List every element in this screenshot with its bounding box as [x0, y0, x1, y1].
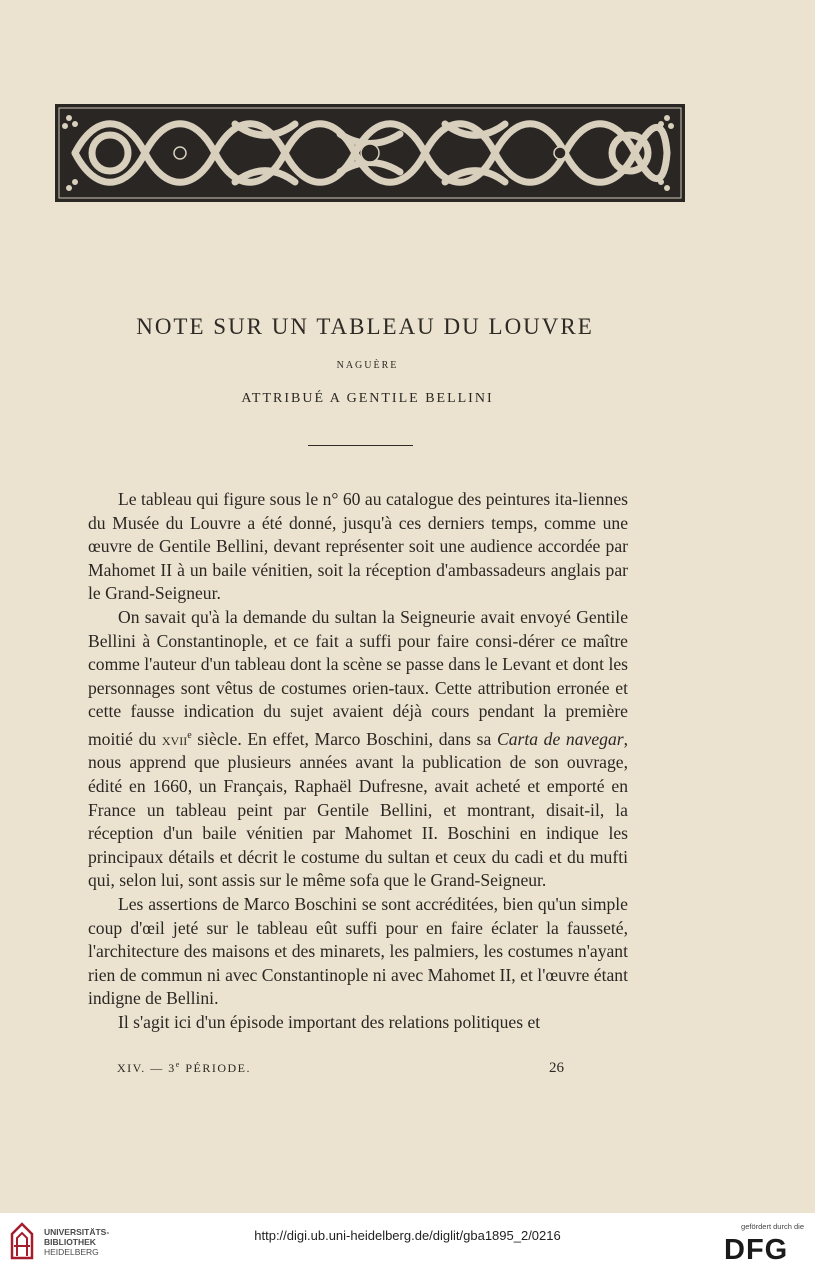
article-title: NOTE SUR UN TABLEAU DU LOUVRE: [136, 314, 594, 339]
signature-rest: PÉRIODE.: [180, 1061, 252, 1075]
library-line: BIBLIOTHEK: [44, 1237, 96, 1247]
paragraph-text: Il s'agit ici d'un épisode important des relations politiques et: [118, 1011, 541, 1032]
paragraph-text: , nous apprend que plusieurs années avant la publication de son ouvrage, édité en 1660, un Français, Raphaël Dufresne, avait acheté et emporté en France un tableau peint par Gentile Bellini, et montrant, disait-il, la réception d'un baile vénitien par Mahomet II. Boschini en indique les principaux détails et décrit le costume du sultan et ceux du cadi et du mufti qui, selon lui, sont assis sur le même sofa que le Grand-Seigneur.: [88, 728, 628, 891]
century-superscript: e: [187, 729, 192, 741]
page-number: 26: [549, 1060, 564, 1076]
book-title: Carta de navegar: [496, 728, 624, 749]
library-line: HEIDELBERG: [44, 1247, 99, 1257]
paragraph-text: Les assertions de Marco Boschini se sont accréditées, bien qu'un simple coup d'œil jeté sur le tableau eût suffi pour en faire éclater la fausseté, l'architecture des maisons et des minarets, les palmiers, les costumes n'ayant rien de commun ni avec Constantinople ni avec Mahomet II, et l'œuvre étant indigne de Bellini.: [88, 893, 628, 1009]
subtitle-small: NAGUÈRE: [336, 360, 399, 371]
signature-mark: [117, 1060, 251, 1076]
dfg-logo[interactable]: DFG: [724, 1234, 789, 1266]
paragraph-1: [88, 488, 628, 606]
permalink-url[interactable]: http://digi.ub.uni-heidelberg.de/diglit/gba1895_2/0216: [254, 1228, 561, 1243]
paragraph-text: Le tableau qui figure sous le n° 60 au catalogue des peintures ita-liennes du Musée du Louvre a été donné, jusqu'à ces derniers temps, comme une œuvre de Gentile Bellini, devant représenter soit une audience accordée par Mahomet II à un baile vénitien, soit la réception d'ambassadeurs anglais par le Grand-Seigneur.: [88, 489, 628, 604]
funding-caption: gefördert durch die: [741, 1222, 804, 1231]
century-numeral: xvii: [161, 728, 188, 749]
signature-superscript: e: [175, 1060, 181, 1069]
library-line: UNIVERSITÄTS-: [44, 1227, 110, 1237]
paragraph-text: siècle. En effet, Marco Boschini, dans sa: [191, 728, 497, 749]
signature-text: XIV. — 3: [117, 1061, 176, 1075]
decorative-knotwork-banner: [55, 104, 685, 202]
subtitle: ATTRIBUÉ A GENTILE BELLINI: [241, 391, 494, 406]
title-rule: [308, 445, 413, 446]
article-body: [88, 488, 628, 1035]
paragraph-2: [88, 606, 628, 893]
paragraph-text: On savait qu'à la demande du sultan la Seigneurie avait envoyé Gentile Bellini à Constantinople, et ce fait a suffi pour faire consi-dérer ce maître comme l'auteur d'un tableau dont la scène se passe dans le Levant et dont les personnages sont vêtus de costumes orien-taux. Cette attribution erronée et cette fausse indication du sujet avaient déjà cours pendant la première moitié du: [88, 606, 628, 749]
paragraph-4: [88, 1011, 628, 1035]
paragraph-3: [88, 893, 628, 1011]
